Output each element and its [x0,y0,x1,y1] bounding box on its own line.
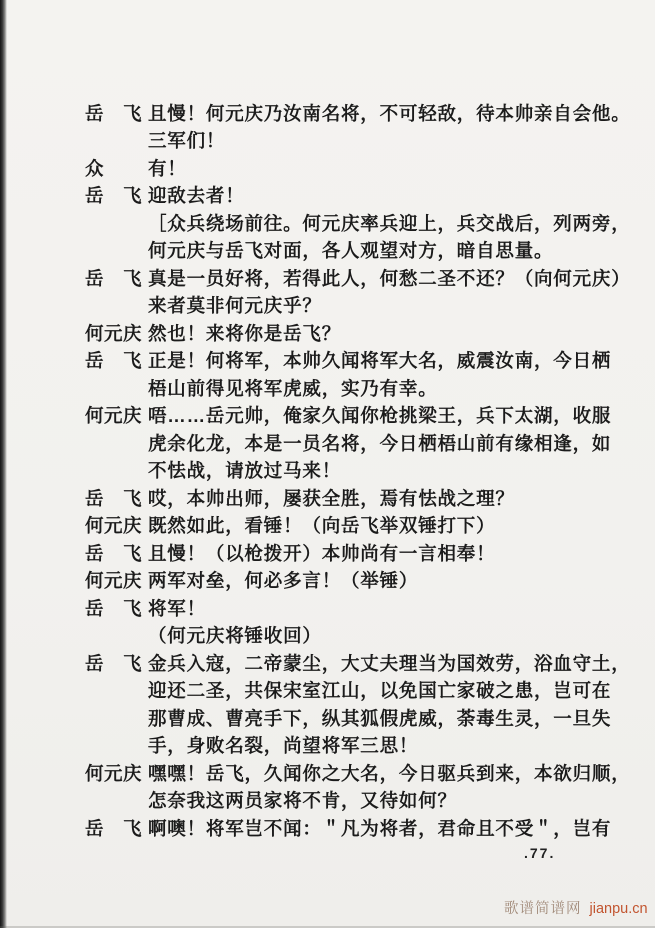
dialogue-text: 何元庆与岳飞对面，各人观望对方，暗自思量。 [148,240,554,262]
watermark-site-name: 歌谱简谱网 [504,901,582,917]
dialogue-text: 真是一员好将，若得此人，何愁二圣不还？（向何元庆） [148,267,631,289]
script-line [85,677,625,705]
dialogue-text: 且慢！何元庆乃汝南名将，不可轻敌，待本帅亲自会他。 [148,102,631,124]
script-line [85,594,625,622]
script-line [85,622,625,650]
dialogue-text: 金兵入寇，二帝蒙尘，大丈夫理当为国效劳，浴血守土， [148,652,631,674]
script-line [85,457,625,485]
dialogue-text: 来者莫非何元庆乎？ [148,295,322,317]
script-line [85,429,625,457]
speaker-name: 岳 飞 [85,185,143,207]
watermark [504,897,648,918]
page-number: .77. [524,845,556,861]
speaker-name: 岳 飞 [85,817,143,839]
dialogue-text: 两军对垒，何必多言！（举锤） [148,570,419,592]
script-line [85,512,625,540]
dialogue-text: 那曹成、曹亮手下，纵其狐假虎威，荼毒生灵，一旦失 [148,707,612,729]
dialogue-text: 然也！来将你是岳飞？ [148,322,342,344]
script-line [85,649,631,677]
script-line [85,99,631,127]
watermark-site-url: jianpu.cn [589,901,648,917]
dialogue-text: 不怯战，请放过马来！ [148,460,342,482]
script-line [85,319,625,347]
dialogue-text: 三军们！ [148,130,226,152]
dialogue-text: 嘿嘿！岳飞，久闻你之大名，今日驱兵到来，本欲归顺， [148,762,631,784]
script-line [85,154,625,182]
script-line [85,347,625,375]
script-line [85,539,625,567]
speaker-name: 岳 飞 [85,652,143,674]
dialogue-text: ［众兵绕场前往。何元庆率兵迎上，兵交战后，列两旁， [148,212,631,234]
script-line [85,402,625,430]
speaker-name: 岳 飞 [85,350,143,372]
dialogue-text: 正是！何将军，本帅久闻将军大名，威震汝南，今日栖 [148,350,612,372]
script-line [85,787,625,815]
speaker-name: 众 [85,157,105,179]
script-line [85,814,625,842]
speaker-name: 何元庆 [85,515,143,537]
speaker-name: 何元庆 [85,322,143,344]
speaker-name: 岳 飞 [85,597,143,619]
dialogue-text: 既然如此，看锤！（向岳飞举双锤打下） [148,515,496,537]
dialogue-text: 哎，本帅出师，屡获全胜，焉有怯战之理？ [148,487,515,509]
script-line [85,704,625,732]
dialogue-text: 将军！ [148,597,206,619]
dialogue-text: 啊噢！将军岂不闻：＂凡为将者，君命且不受＂，岂有 [148,817,612,839]
dialogue-text: 且慢！（以枪拨开）本帅尚有一言相奉！ [148,542,496,564]
script-line [85,292,625,320]
script-line [85,567,625,595]
dialogue-text: 梧山前得见将军虎威，实乃有幸。 [148,377,438,399]
speaker-name: 何元庆 [85,405,143,427]
dialogue-text: （何元庆将锤收回） [148,625,322,647]
script-line [85,237,625,265]
speaker-name: 岳 飞 [85,542,143,564]
dialogue-text: 迎敌去者！ [148,185,245,207]
dialogue-text: 迎还二圣，共保宋室江山，以免国亡家破之患，岂可在 [148,680,612,702]
speaker-name: 何元庆 [85,762,143,784]
script-line [85,374,625,402]
speaker-name: 岳 飞 [85,267,143,289]
dialogue-text: 虎余化龙，本是一员名将，今日栖梧山前有缘相逢，如 [148,432,612,454]
script-line [85,759,631,787]
script-body [85,99,631,842]
script-line [85,484,625,512]
dialogue-text: 手，身败名裂，尚望将军三思！ [148,735,419,757]
script-line [85,182,625,210]
speaker-name: 何元庆 [85,570,143,592]
script-line [85,264,631,292]
speaker-name: 岳 飞 [85,487,143,509]
dialogue-text: 怎奈我这两员家将不肯，又待如何？ [148,790,457,812]
dialogue-text: 有！ [148,157,187,179]
script-line [85,209,631,237]
dialogue-text: 唔……岳元帅，俺家久闻你枪挑梁王，兵下太湖，收服 [148,405,612,427]
scan-binding-shadow [0,0,7,928]
script-line [85,732,625,760]
script-line [85,127,625,155]
speaker-name: 岳 飞 [85,102,143,124]
